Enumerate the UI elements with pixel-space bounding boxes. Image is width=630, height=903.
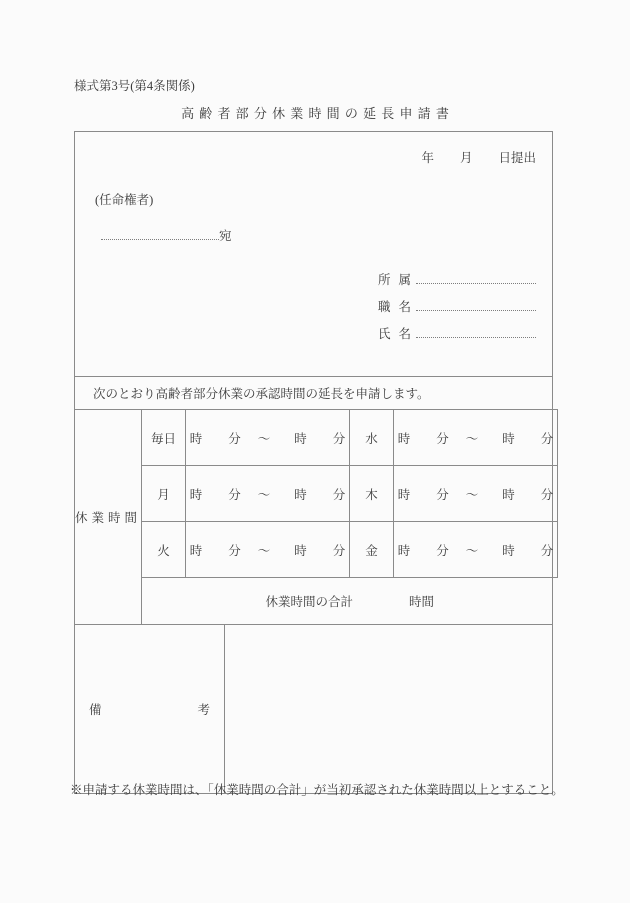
addressee-input-rule[interactable]: [101, 228, 219, 240]
day-cell-everyday: 毎日: [142, 410, 186, 466]
hour-label: 時: [397, 543, 411, 558]
addressee-suffix: 宛: [219, 229, 232, 243]
minute-label-end: 分: [332, 431, 346, 446]
minute-label: 分: [228, 543, 241, 558]
day-cell-monday: 月: [142, 466, 186, 522]
sender-field-affiliation: [376, 270, 536, 288]
month-label: 月: [459, 151, 473, 165]
form-header-section: [75, 132, 552, 376]
form-number: 様式第3号(第4条関係): [74, 79, 195, 93]
tilde-label: ～: [465, 431, 479, 446]
table-row: [75, 466, 558, 522]
minute-label: 分: [436, 487, 449, 502]
remarks-section: [75, 624, 552, 793]
minute-label-end: 分: [332, 543, 346, 558]
job-title-label: 職名: [378, 300, 420, 314]
application-statement: 次のとおり高齢者部分休業の承認時間の延長を申請します。: [75, 376, 552, 409]
hour-label: 時: [189, 543, 203, 558]
remarks-label-first: 備: [89, 703, 102, 717]
leave-hours-table: [75, 409, 558, 624]
submission-date-line: [421, 148, 536, 166]
day-submit-label: 日提出: [498, 151, 536, 165]
tilde-label: ～: [257, 543, 271, 558]
tilde-label: ～: [465, 487, 479, 502]
day-cell-wednesday: 水: [350, 410, 394, 466]
table-row: [75, 522, 558, 578]
time-range-monday[interactable]: [186, 466, 350, 522]
day-cell-thursday: 木: [350, 466, 394, 522]
tilde-label: ～: [257, 487, 271, 502]
time-range-tuesday[interactable]: [186, 522, 350, 578]
affiliation-input-rule[interactable]: [416, 272, 536, 284]
sender-field-name: [376, 324, 536, 342]
name-label: 氏名: [378, 327, 420, 341]
minute-label-end: 分: [540, 543, 554, 558]
time-range-everyday[interactable]: [186, 410, 350, 466]
hour-label: 時: [189, 431, 203, 446]
table-row-total: [75, 578, 558, 625]
sender-field-job-title: [376, 297, 536, 315]
remarks-label: [75, 625, 225, 793]
name-input-rule[interactable]: [416, 326, 536, 338]
minute-label: 分: [228, 431, 241, 446]
hour-label-end: 時: [294, 487, 307, 502]
hour-label-end: 時: [502, 487, 515, 502]
application-form-box: [74, 131, 553, 794]
footnote-note: ※申請する休業時間は、「休業時間の合計」が当初承認された休業時間以上とすること。: [70, 783, 564, 797]
appointer-label: (任命権者): [95, 193, 154, 207]
time-range-friday[interactable]: [394, 522, 558, 578]
addressee-row: [101, 226, 232, 244]
minute-label: 分: [436, 431, 449, 446]
day-cell-friday: 金: [350, 522, 394, 578]
minute-label-end: 分: [540, 487, 554, 502]
tilde-label: ～: [257, 431, 271, 446]
hour-label: 時: [397, 487, 411, 502]
minute-label-end: 分: [332, 487, 346, 502]
tilde-label: ～: [465, 543, 479, 558]
leave-hours-row-label: 休業時間: [75, 410, 142, 625]
day-cell-tuesday: 火: [142, 522, 186, 578]
hour-label: 時: [397, 431, 411, 446]
hour-label-end: 時: [294, 543, 307, 558]
minute-label: 分: [436, 543, 449, 558]
affiliation-label: 所属: [378, 273, 420, 287]
table-row: [75, 410, 558, 466]
time-range-wednesday[interactable]: [394, 410, 558, 466]
minute-label: 分: [228, 487, 241, 502]
hour-label-end: 時: [294, 431, 307, 446]
year-label: 年: [421, 151, 434, 165]
total-label: 休業時間の合計: [265, 595, 353, 609]
job-title-input-rule[interactable]: [416, 299, 536, 311]
remarks-label-second: 考: [197, 703, 210, 717]
remarks-input-area[interactable]: [225, 625, 552, 793]
hour-label: 時: [189, 487, 203, 502]
time-range-thursday[interactable]: [394, 466, 558, 522]
total-unit: 時間: [409, 595, 435, 609]
minute-label-end: 分: [540, 431, 554, 446]
hour-label-end: 時: [502, 431, 515, 446]
sender-fields: [376, 270, 536, 351]
hour-label-end: 時: [502, 543, 515, 558]
total-hours-cell[interactable]: [142, 578, 558, 625]
page-title: 高齢者部分休業時間の延長申請書: [181, 106, 455, 121]
